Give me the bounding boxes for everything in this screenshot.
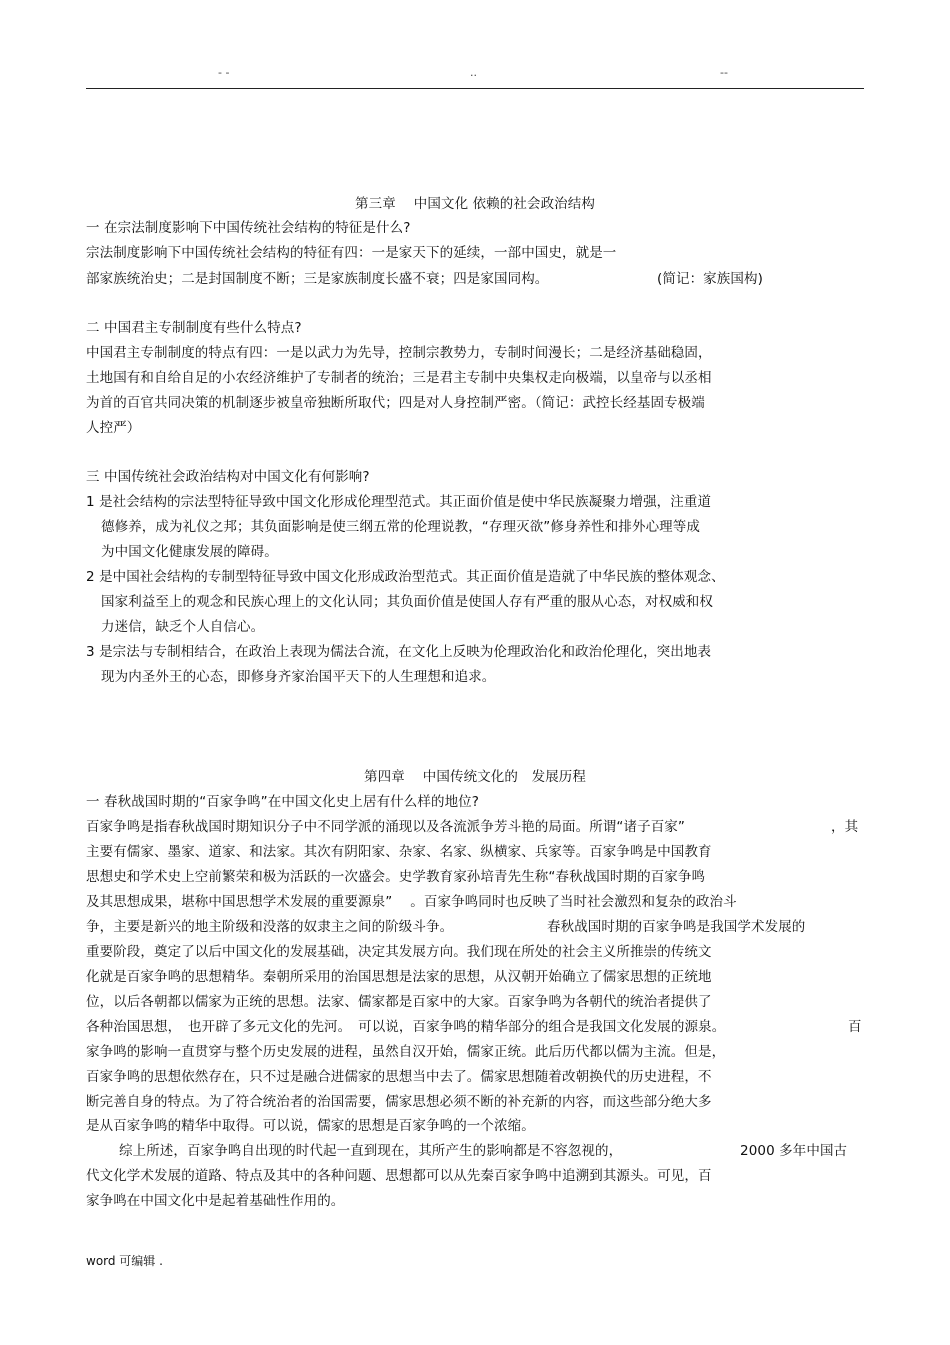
- header-rule: [86, 88, 864, 89]
- ch4-line-5-tail: 春秋战国时期的百家争鸣是我国学术发展的: [547, 919, 806, 935]
- chapter-4-title: 第四章 中国传统文化的 发展历程: [364, 769, 586, 785]
- ch4-line-4: 及其思想成果，堪称中国思想学术发展的重要源泉” 。百家争鸣同时也反映了当时社会激烈和复杂的政治斗: [86, 894, 737, 910]
- ch3-point-3-line-1: 3 是宗法与专制相结合，在政治上表现为儒法合流，在文化上反映为伦理政治化和政治伦理化，突出地表: [86, 644, 712, 660]
- footer-note: word 可编辑 .: [86, 1254, 163, 1268]
- ch4-line-7: 化就是百家争鸣的思想精华。秦朝所采用的治国思想是法家的思想，从汉朝开始确立了儒家思想的正统地: [86, 969, 712, 985]
- ch3-answer-2-line-2: 土地国有和自给自足的小农经济维护了专制者的统治；三是君主专制中央集权走向极端，以皇帝与以丞相: [86, 370, 712, 386]
- ch3-question-1: 一 在宗法制度影响下中国传统社会结构的特征是什么?: [86, 220, 411, 236]
- ch4-line-10: 家争鸣的影响一直贯穿与整个历史发展的进程，虽然自汉开始，儒家正统。此后历代都以儒为主流。但是，: [86, 1044, 726, 1060]
- chapter-3-title: 第三章 中国文化 依赖的社会政治结构: [355, 196, 595, 212]
- ch3-point-2-line-3: 力迷信，缺乏个人自信心。: [101, 619, 265, 635]
- ch3-answer-1-note: (简记：家族国构): [657, 271, 763, 287]
- header-center-mark: ..: [470, 66, 477, 79]
- ch3-answer-1-line-1: 宗法制度影响下中国传统社会结构的特征有四：一是家天下的延续，一部中国史，就是一: [86, 245, 617, 261]
- ch4-line-12: 断完善自身的特点。为了符合统治者的治国需要，儒家思想必须不断的补充新的内容，而这些部分绝大多: [86, 1094, 712, 1110]
- ch3-answer-2-line-3: 为首的百官共同决策的机制逐步被皇帝独断所取代；四是对人身控制严密。（简记：武控长经基固专极端: [86, 395, 705, 411]
- ch3-point-1-line-2: 德修养，成为礼仪之邦；其负面影响是使三纲五常的伦理说教，“存理灭欲”修身养性和排外心理等成: [101, 519, 700, 535]
- ch3-question-3: 三 中国传统社会政治结构对中国文化有何影响?: [86, 469, 370, 485]
- ch4-line-8: 位，以后各朝都以儒家为正统的思想。法家、儒家都是百家中的大家。百家争鸣为各朝代的统治者提供了: [86, 994, 712, 1010]
- ch4-line-14: 综上所述，百家争鸣自出现的时代起一直到现在，其所产生的影响都是不容忽视的，: [119, 1143, 623, 1159]
- ch3-point-1-line-3: 为中国文化健康发展的障碍。: [101, 544, 278, 560]
- ch4-line-5: 争，主要是新兴的地主阶级和没落的奴隶主之间的阶级斗争。: [86, 919, 454, 935]
- ch4-line-14-tail: 2000 多年中国古: [740, 1143, 848, 1159]
- ch3-answer-2-line-1: 中国君主专制制度的特点有四：一是以武力为先导，控制宗教势力，专制时间漫长；二是经济基础稳固，: [86, 345, 712, 361]
- ch3-point-2-line-1: 2 是中国社会结构的专制型特征导致中国文化形成政治型范式。其正面价值是造就了中华民族的整体观念、: [86, 569, 725, 585]
- ch4-line-9-tail: 百: [848, 1019, 862, 1035]
- ch3-point-2-line-2: 国家利益至上的观念和民族心理上的文化认同；其负面价值是使国人存有严重的服从心态，对权威和权: [101, 594, 713, 610]
- ch4-line-13: 是从百家争鸣的精华中取得。可以说，儒家的思想是百家争鸣的一个浓缩。: [86, 1118, 535, 1134]
- ch4-line-2: 主要有儒家、墨家、道家、和法家。其次有阴阳家、杂家、名家、纵横家、兵家等。百家争鸣是中国教育: [86, 844, 712, 860]
- ch4-line-3: 思想史和学术史上空前繁荣和极为活跃的一次盛会。史学教育家孙培青先生称“春秋战国时期的百家争鸣: [86, 869, 706, 885]
- ch4-line-15: 代文化学术发展的道路、特点及其中的各种问题、思想都可以从先秦百家争鸣中追溯到其源头。可见，百: [86, 1168, 712, 1184]
- ch4-question-1: 一 春秋战国时期的“百家争鸣”在中国文化史上居有什么样的地位?: [86, 794, 480, 810]
- header-right-mark: --: [720, 66, 728, 79]
- ch4-line-1: 百家争鸣是指春秋战国时期知识分子中不同学派的涌现以及各流派争芳斗艳的局面。所谓“诸子百家”: [86, 819, 685, 835]
- ch4-line-16: 家争鸣在中国文化中是起着基础性作用的。: [86, 1193, 345, 1209]
- ch3-point-1-line-1: 1 是社会结构的宗法型特征导致中国文化形成伦理型范式。其正面价值是使中华民族凝聚力增强，注重道: [86, 494, 712, 510]
- ch3-answer-1-line-2: 部家族统治史；二是封国制度不断；三是家族制度长盛不衰；四是家国同构。: [86, 271, 549, 287]
- ch4-line-1-tail: ，其: [831, 819, 859, 835]
- ch3-answer-2-line-4: 人控严）: [86, 420, 141, 436]
- ch3-point-3-line-2: 现为内圣外王的心态，即修身齐家治国平天下的人生理想和追求。: [101, 669, 496, 685]
- header-left-mark: - -: [218, 66, 230, 79]
- ch3-question-2: 二 中国君主专制制度有些什么特点?: [86, 320, 302, 336]
- ch4-line-11: 百家争鸣的思想依然存在，只不过是融合进儒家的思想当中去了。儒家思想随着改朝换代的历史进程，不: [86, 1069, 712, 1085]
- ch4-line-9: 各种治国思想， 也开辟了多元文化的先河。 可以说，百家争鸣的精华部分的组合是我国文化发展的源泉。: [86, 1019, 726, 1035]
- ch4-line-6: 重要阶段，奠定了以后中国文化的发展基础，决定其发展方向。我们现在所处的社会主义所推崇的传统文: [86, 944, 712, 960]
